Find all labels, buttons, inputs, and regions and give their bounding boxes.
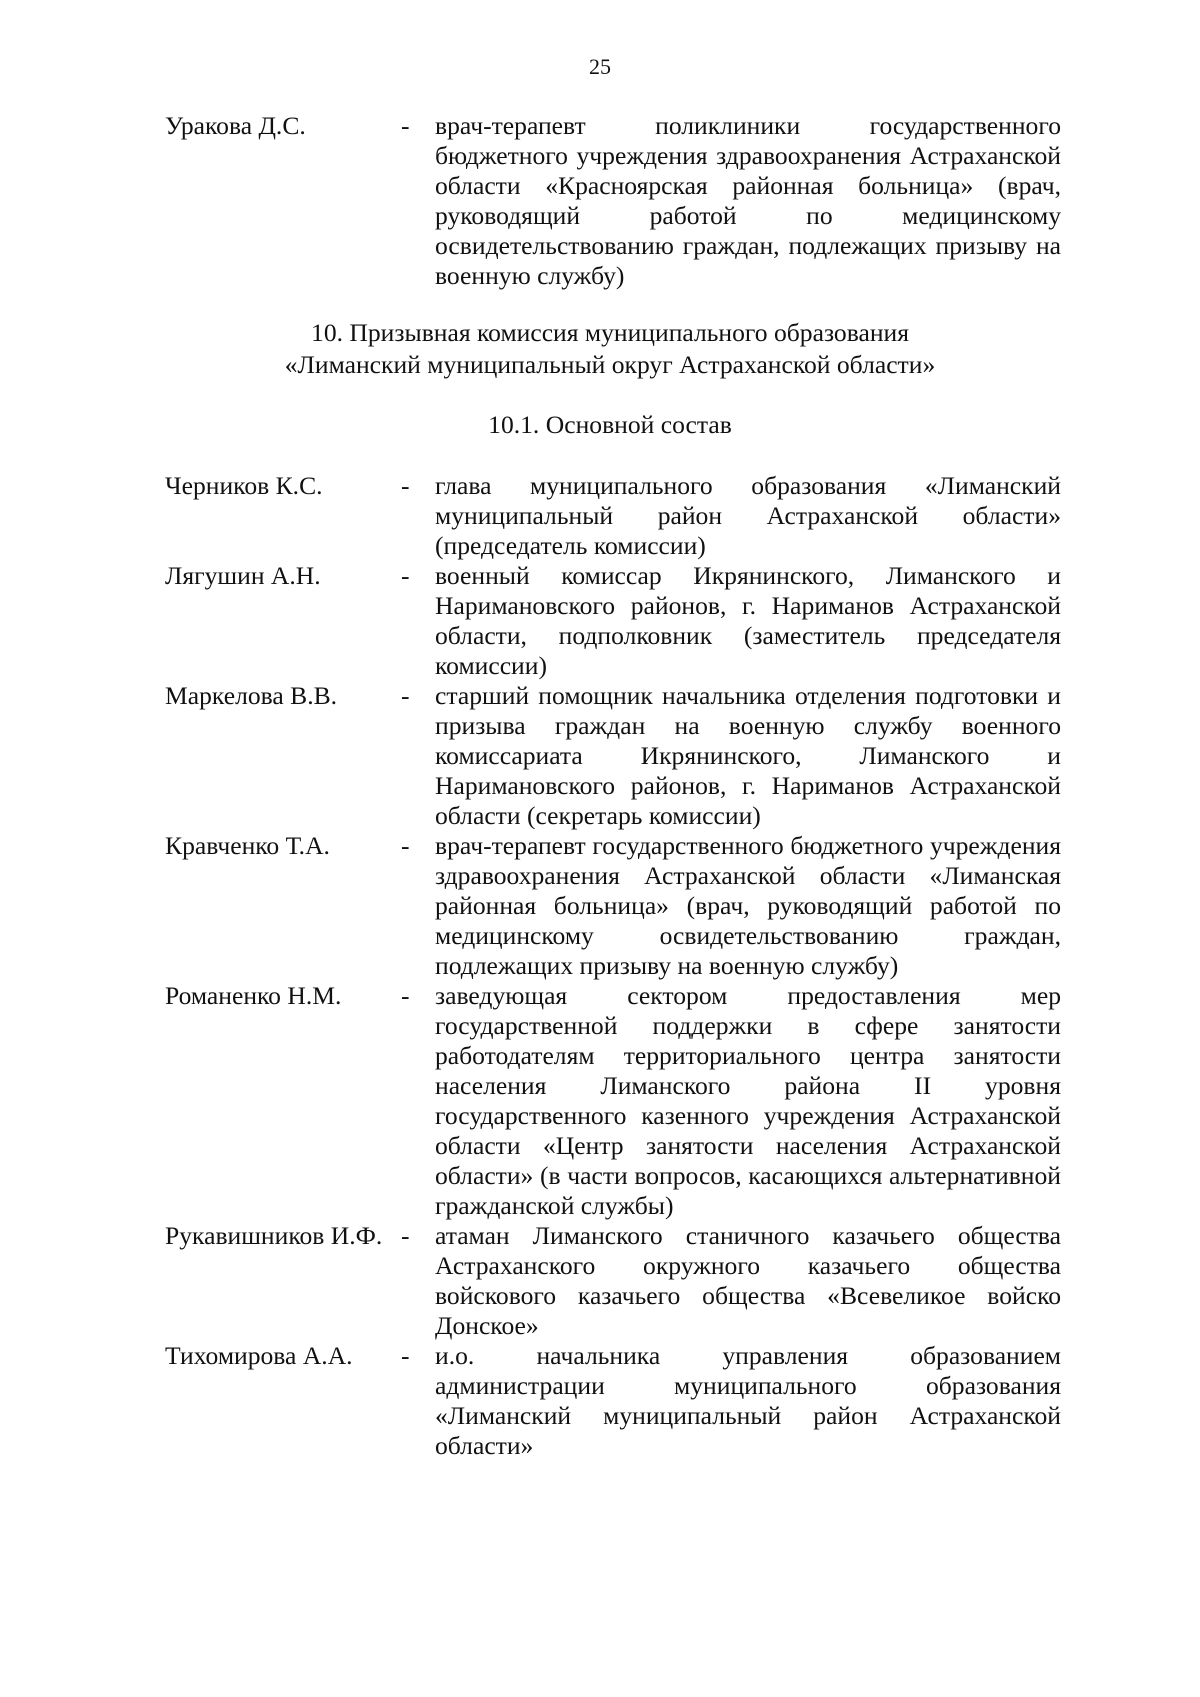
member-entry xyxy=(165,471,1061,561)
member-name: Тихомирова А.А. xyxy=(165,1341,353,1370)
member-description: заведующая сектором предоставления мер государственной поддержки в сфере занятости работодателям территориального центра занятости населения Лиманского района II уровня государственного казенного учреждения Астраханской области «Центр занятости населения Астраханской области» (в части вопросов, касающихся альтернативной гражданской службы) xyxy=(435,981,1061,1220)
member-description: врач-терапевт поликлиники государственного бюджетного учреждения здравоохранения Астраханской области «Красноярская районная больница» (врач, руководящий работой по медицинскому освидетельствованию граждан, подлежащих призыву на военную службу) xyxy=(435,111,1061,290)
member-description: атаман Лиманского станичного казачьего общества Астраханского окружного казачьего общества войскового казачьего общества «Всевеликое войско Донское» xyxy=(435,1221,1061,1340)
member-dash: - xyxy=(401,111,410,140)
member-dash: - xyxy=(401,981,410,1010)
member-name: Рукавишников И.Ф. xyxy=(165,1221,383,1250)
section-subtitle: 10.1. Основной состав xyxy=(488,410,732,439)
member-name: Маркелова В.В. xyxy=(165,681,338,710)
member-dash: - xyxy=(401,471,410,500)
member-entry xyxy=(165,111,1061,291)
section-title-line2: «Лиманский муниципальный округ Астраханской области» xyxy=(284,350,936,379)
member-description: глава муниципального образования «Лиманский муниципальный район Астраханской области» (председатель комиссии) xyxy=(435,471,1061,560)
member-dash: - xyxy=(401,831,410,860)
member-description: врач-терапевт государственного бюджетного учреждения здравоохранения Астраханской области «Лиманская районная больница» (врач, руководящий работой по медицинскому освидетельствованию граждан, подлежащих призыву на военную службу) xyxy=(435,831,1061,980)
member-entry xyxy=(165,561,1061,681)
top-entries-list xyxy=(165,111,1061,291)
member-entry xyxy=(165,981,1061,1221)
member-name: Романенко Н.М. xyxy=(165,981,342,1010)
member-dash: - xyxy=(401,1221,410,1250)
member-entry xyxy=(165,1221,1061,1341)
member-description: и.о. начальника управления образованием администрации муниципального образования «Лиманский муниципальный район Астраханской области» xyxy=(435,1341,1061,1460)
member-description: военный комиссар Икрянинского, Лиманского и Наримановского районов, г. Нариманов Астраханской области, подполковник (заместитель председателя комиссии) xyxy=(435,561,1061,680)
member-entry xyxy=(165,1341,1061,1461)
members-list xyxy=(165,471,1061,1461)
member-dash: - xyxy=(401,681,410,710)
member-entry xyxy=(165,681,1061,831)
member-dash: - xyxy=(401,561,410,590)
section-title-line1: 10. Призывная комиссия муниципального образования xyxy=(311,318,909,347)
member-entry xyxy=(165,831,1061,981)
member-description: старший помощник начальника отделения подготовки и призыва граждан на военную службу военного комиссариата Икрянинского, Лиманского и Наримановского районов, г. Нариманов Астраханской области (секретарь комиссии) xyxy=(435,681,1061,830)
member-name: Черников К.С. xyxy=(165,471,323,500)
member-name: Кравченко Т.А. xyxy=(165,831,330,860)
page-number: 25 xyxy=(589,54,611,79)
member-dash: - xyxy=(401,1341,410,1370)
member-name: Лягушин А.Н. xyxy=(165,561,321,590)
member-name: Уракова Д.С. xyxy=(165,111,306,140)
